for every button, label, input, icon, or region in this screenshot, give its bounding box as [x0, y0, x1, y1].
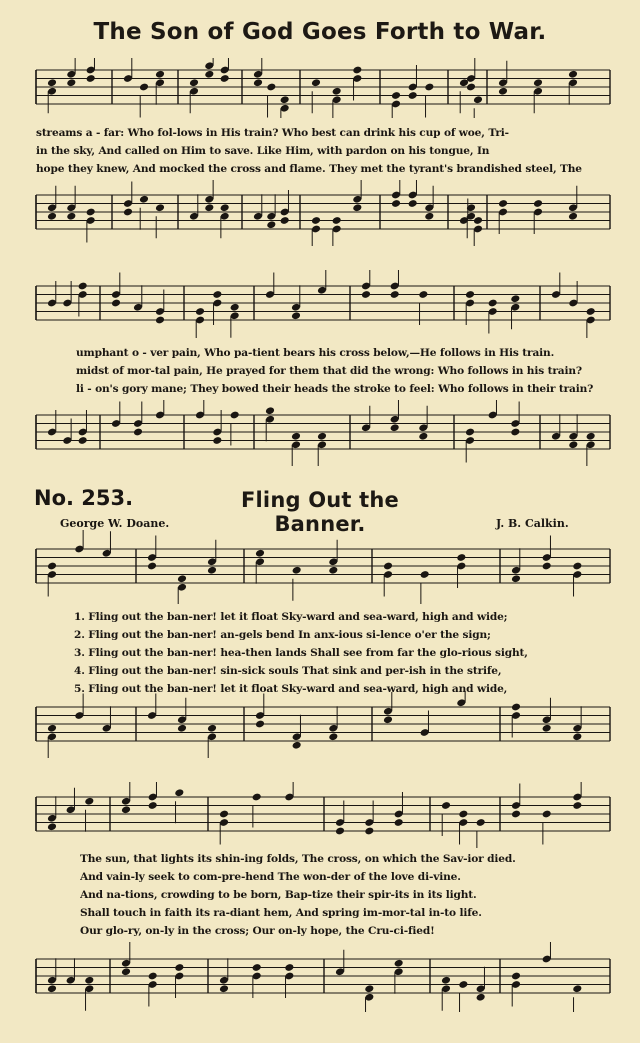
lyric-line: in the sky, And called on Him to save. Like Him, with pardon on his tongue, In [36, 145, 490, 157]
bass-staff [0, 180, 640, 246]
lyric-line: hope they knew, And mocked the cross and flame. They met the tyrant's brandished steel, The [36, 163, 582, 175]
hymn-title: The Son of God Goes Forth to War. [93, 19, 547, 45]
lyric-line: The sun, that lights its shin-ing folds, The cross, on which the Sav-ior died. [80, 853, 516, 865]
lyric-line: midst of mor-tal pain, He prayed for them that did the wrong: Who follows in his train? [76, 365, 582, 377]
lyric-line: Shall touch in faith its ra-diant hem, And spring im-mor-tal in-to life. [80, 907, 482, 919]
lyric-line: li - on's gory mane; They bowed their heads the stroke to feel: Who follows in their train? [76, 383, 594, 395]
hymn-title: Fling Out the Banner. [240, 488, 400, 536]
hymn-number: No. 253. [34, 486, 134, 510]
lyric-line: 4. Fling out the ban-ner! sin-sick souls That sink and per-ish in the strife, [74, 665, 502, 677]
lyric-line: umphant o - ver pain, Who pa-tient bears his cross below,—He follows in His train. [76, 347, 555, 359]
lyric-line: 5. Fling out the ban-ner! let it float Sky-ward and sea-ward, high and wide, [74, 683, 508, 695]
lyric-line: streams a - far: Who fol-lows in His train? Who best can drink his cup of woe, Tri- [36, 127, 509, 139]
bass-staff [0, 692, 640, 758]
composer-credit: J. B. Calkin. [496, 517, 569, 530]
author-credit: George W. Doane. [60, 517, 170, 530]
lyric-line: 1. Fling out the ban-ner! let it float Sky-ward and sea-ward, high and wide; [74, 611, 508, 623]
bass-staff [0, 400, 640, 466]
treble-staff [0, 782, 640, 848]
lyric-line: 3. Fling out the ban-ner! hea-then lands Shall see from far the glo-rious sight, [74, 647, 528, 659]
treble-staff [0, 58, 640, 118]
lyric-line: And na-tions, crowding to be born, Bap-tize their spir-its in its light. [80, 889, 477, 901]
lyric-line: Our glo-ry, on-ly in the cross; Our on-ly hope, the Cru-ci-fied! [80, 925, 435, 937]
lyric-line: And vain-ly seek to com-pre-hend The won-der of the love di-vine. [80, 871, 461, 883]
lyric-line: 2. Fling out the ban-ner! an-gels bend In anx-ious si-lence o'er the sign; [74, 629, 491, 641]
treble-staff [0, 270, 640, 338]
bass-staff [0, 942, 640, 1012]
treble-staff [0, 530, 640, 604]
